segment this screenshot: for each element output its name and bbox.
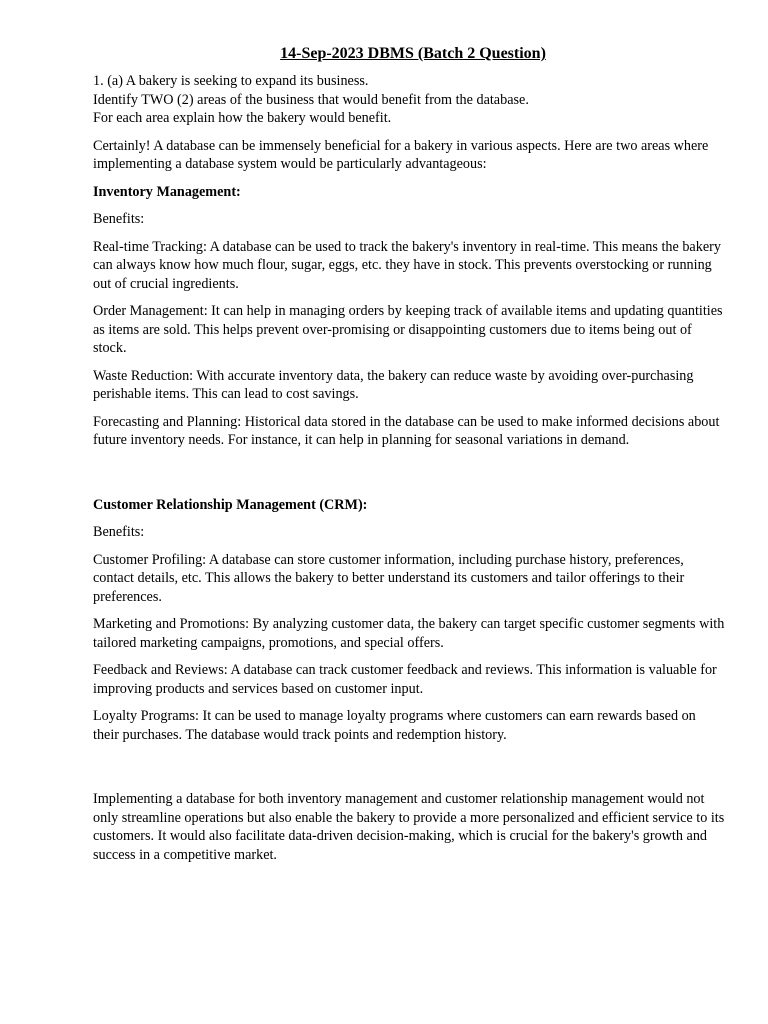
- question-line: Identify TWO (2) areas of the business that would benefit from the database.: [93, 91, 529, 108]
- benefit-paragraph: Real-time Tracking: A database can be used to track the bakery's inventory in real-time. This means the bakery can always know how much flour, sugar, eggs, etc. they have in stock. This prevents overstocking or running out of crucial ingredients.: [93, 238, 721, 292]
- benefits-label: Benefits:: [93, 211, 145, 227]
- section-heading-inventory: Inventory Management:: [93, 183, 241, 200]
- benefits-label: Benefits:: [93, 524, 145, 540]
- document-title: 14-Sep-2023 DBMS (Batch 2 Question): [280, 45, 546, 62]
- question-line: 1. (a) A bakery is seeking to expand its business.: [93, 73, 369, 89]
- benefit-paragraph: Customer Profiling: A database can store customer information, including purchase history, preferences, contact details, etc. This allows the bakery to better understand its customers and tailor offerings to their preferences.: [93, 551, 685, 605]
- document-page: [93, 44, 725, 873]
- intro-paragraph: Certainly! A database can be immensely beneficial for a bakery in various aspects. Here are two areas where implementing a database system would be particularly advantageous:: [93, 137, 709, 172]
- conclusion-paragraph: Implementing a database for both inventory management and customer relationship management would not only streamline operations but also enable the bakery to provide a more personalized and efficient service to its customers. It would also facilitate data-driven decision-making, which is crucial for the bakery's growth and success in a competitive market.: [93, 791, 725, 863]
- benefit-paragraph: Marketing and Promotions: By analyzing customer data, the bakery can target specific customer segments with tailored marketing campaigns, promotions, and special offers.: [93, 616, 725, 651]
- section-heading-crm: Customer Relationship Management (CRM):: [93, 496, 368, 513]
- benefit-paragraph: Waste Reduction: With accurate inventory data, the bakery can reduce waste by avoiding over-purchasing perishable items. This can lead to cost savings.: [93, 367, 694, 402]
- question-line: For each area explain how the bakery would benefit.: [93, 110, 392, 126]
- benefit-paragraph: Forecasting and Planning: Historical data stored in the database can be used to make informed decisions about future inventory needs. For instance, it can help in planning for seasonal variations in demand.: [93, 413, 720, 448]
- section-spacer: [93, 459, 725, 496]
- benefit-paragraph: Order Management: It can help in managing orders by keeping track of available items and updating quantities as items are sold. This helps prevent over-promising or disappointing customers due to items being out of stock.: [93, 303, 723, 356]
- benefit-paragraph: Feedback and Reviews: A database can track customer feedback and reviews. This information is valuable for improving products and services based on customer input.: [93, 662, 717, 697]
- benefit-paragraph: Loyalty Programs: It can be used to manage loyalty programs where customers can earn rewards based on their purchases. The database would track points and redemption history.: [93, 708, 696, 743]
- question-block: [93, 72, 725, 128]
- section-spacer: [93, 753, 725, 790]
